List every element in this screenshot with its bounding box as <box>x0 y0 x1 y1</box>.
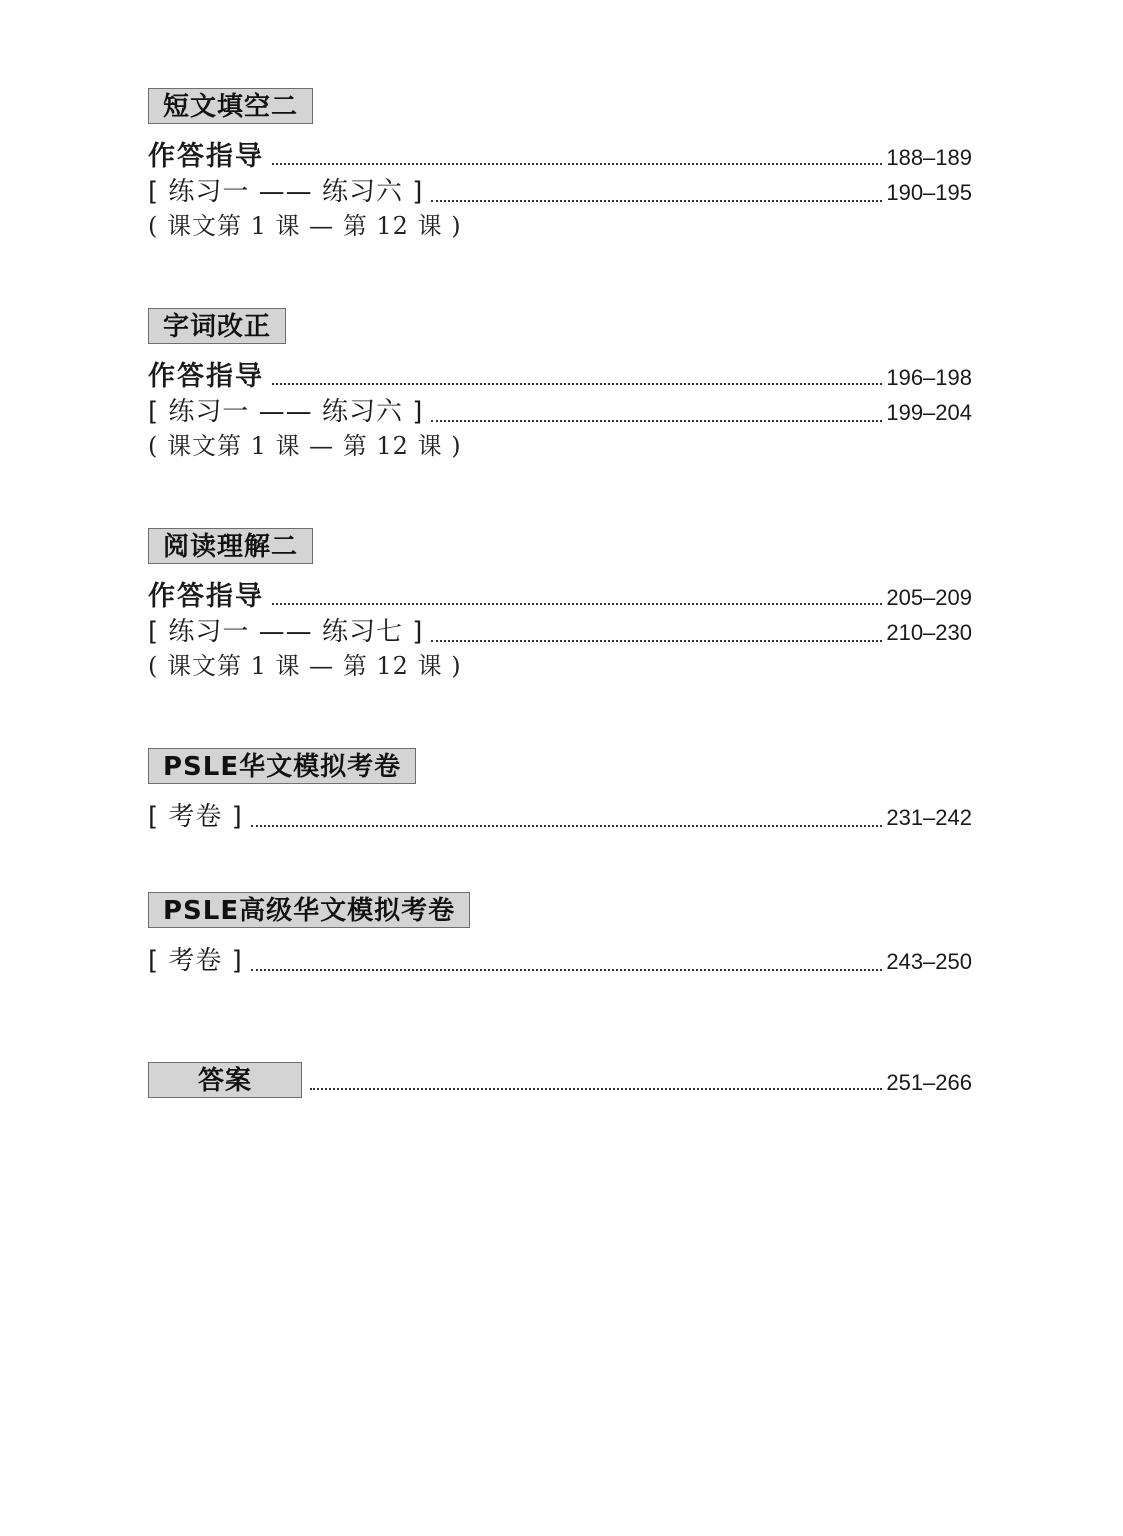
toc-entry-guide[interactable] <box>148 354 972 391</box>
entry-label: 作答指导 <box>148 581 264 612</box>
lesson-range-note: ( 课文第 1 课 — 第 12 课 ) <box>148 212 462 240</box>
toc-entry-exam[interactable] <box>148 940 972 977</box>
section-header: 字词改正 <box>148 308 286 344</box>
dot-leader <box>251 824 883 827</box>
dot-leader <box>272 162 882 165</box>
section-header: 短文填空二 <box>148 88 313 124</box>
toc-entry-guide[interactable] <box>148 134 972 171</box>
toc-section-psle-higher-chinese-exam <box>148 892 972 977</box>
dot-leader <box>431 419 882 422</box>
page-range: 231–242 <box>886 805 972 830</box>
toc-entry-practice[interactable] <box>148 611 972 648</box>
entry-label: [ 练习一 —— 练习七 ] <box>148 617 424 647</box>
lesson-range-note: ( 课文第 1 课 — 第 12 课 ) <box>148 652 462 680</box>
dot-leader <box>310 1087 882 1090</box>
toc-section-psle-chinese-exam <box>148 748 972 833</box>
section-header: PSLE高级华文模拟考卷 <box>148 892 470 928</box>
section-header: PSLE华文模拟考卷 <box>148 748 416 784</box>
toc-section-reading-2 <box>148 528 972 684</box>
page-range: 243–250 <box>886 949 972 974</box>
page-range: 210–230 <box>886 620 972 645</box>
toc-entry-practice[interactable] <box>148 391 972 428</box>
entry-label: 作答指导 <box>148 361 264 392</box>
page-range: 251–266 <box>886 1070 972 1095</box>
toc-entry-practice[interactable] <box>148 171 972 208</box>
entry-label: [ 考卷 ] <box>148 946 243 976</box>
page-range: 190–195 <box>886 180 972 205</box>
dot-leader <box>431 639 882 642</box>
toc-section-answers <box>148 1062 972 1098</box>
page-range: 205–209 <box>886 585 972 610</box>
toc-entry-exam[interactable] <box>148 796 972 833</box>
entry-label: [ 练习一 —— 练习六 ] <box>148 177 424 207</box>
section-header: 阅读理解二 <box>148 528 313 564</box>
lesson-range-note: ( 课文第 1 课 — 第 12 课 ) <box>148 432 462 460</box>
page-range: 199–204 <box>886 400 972 425</box>
page-range: 188–189 <box>886 145 972 170</box>
toc-section-word-correction <box>148 308 972 464</box>
section-header: 答案 <box>148 1062 302 1098</box>
dot-leader <box>272 382 882 385</box>
entry-label: [ 考卷 ] <box>148 802 243 832</box>
page-range: 196–198 <box>886 365 972 390</box>
toc-entry-answers[interactable] <box>148 1062 972 1098</box>
toc-section-cloze-2 <box>148 88 972 244</box>
toc-entry-guide[interactable] <box>148 574 972 611</box>
entry-label: 作答指导 <box>148 141 264 172</box>
dot-leader <box>272 602 882 605</box>
dot-leader <box>251 968 883 971</box>
entry-label: [ 练习一 —— 练习六 ] <box>148 397 424 427</box>
dot-leader <box>431 199 882 202</box>
